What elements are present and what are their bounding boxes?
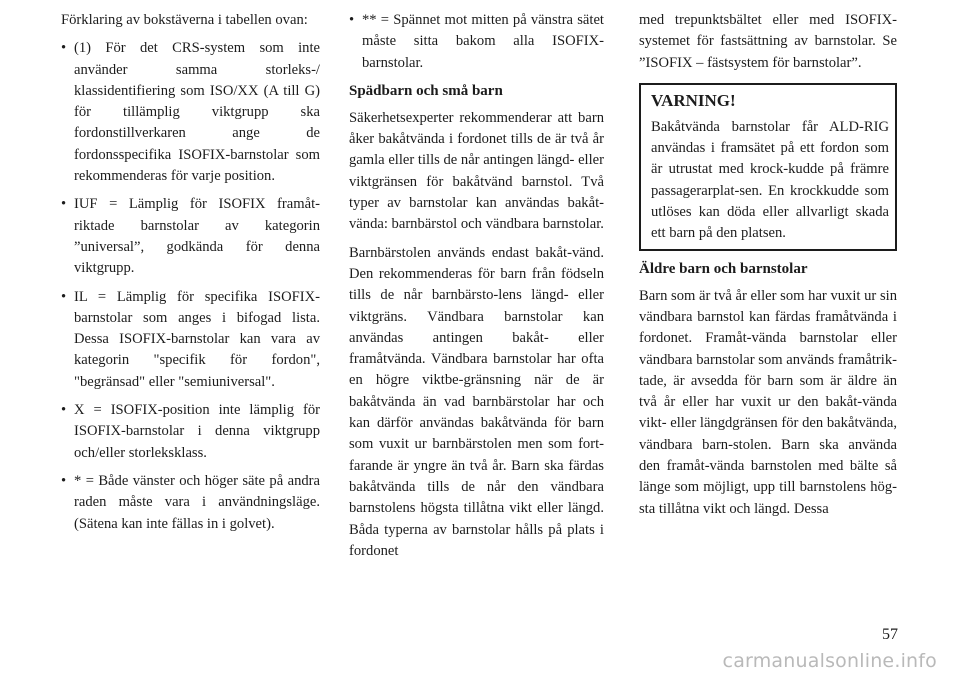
list-item: • IL = Lämplig för specifika ISOFIX-barnstolar som anges i bifogad lista. Dessa ISOFIX-barnstolar kan vara av kategorin "specifik för fordon", "begränsad" eller "semiuniversal". <box>61 287 320 393</box>
list-item: • * = Både vänster och höger säte på andra raden måste vara i användningsläge. (Sätena kan inte fällas in i golvet). <box>61 471 320 535</box>
paragraph: Säkerhetsexperter rekommenderar att barn åker bakåtvända i fordonet tills de är två år gamla eller tills de når antingen längd- eller viktgränsen för bakåtvänd barnstol. Två typer av barnstolar kan användas bakåt-vända: barnbärstol och vändbara barnstolar. <box>349 109 604 233</box>
warning-title: VARNING! <box>651 90 736 110</box>
list-item: • IUF = Lämplig för ISOFIX framåt-riktade barnstolar av kategorin ”universal”, godkända för denna viktgrupp. <box>61 194 320 279</box>
paragraph-continuation: med trepunktsbältet eller med ISOFIX-systemet för fastsättning av barnstolar. Se ”ISOFIX – fästsystem för barnstolar”. <box>639 12 897 71</box>
section-heading-older-children: Äldre barn och barnstolar <box>639 260 808 277</box>
section-heading-infants: Spädbarn och små barn <box>349 82 503 99</box>
list-item: • ** = Spännet mot mitten på vänstra sätet måste sitta bakom alla ISOFIX-barnstolar. <box>349 10 604 74</box>
paragraph: Barn som är två år eller som har vuxit ur sin vändbara barnstol kan färdas framåtvända i fordonet. Framåt-vända barnstolar eller vändbara barnstolar som används framåtrik-tade, är avsedda för barn som är äldre än två år eller har vuxit ur den bakåt-vända vikt- eller längdgränsen för den bakåtvända, vändbara barn-stolen. Barn ska använda den framåt-vända barnstolen med bälte så länge som möjligt, upp till barnstolens hög-sta tillåtna vikt och längd. Dessa <box>639 287 897 517</box>
legend-list <box>61 38 320 535</box>
column-1 <box>61 10 320 542</box>
watermark: carmanualsonline.info <box>722 650 937 672</box>
warning-box <box>639 83 897 251</box>
list-item: • (1) För det CRS-system som inte använder samma storleks-/ klassidentifiering som ISO/XX (A till G) för tillämplig viktgrupp ska fordonstillverkaren ange de fordonsspecifika ISOFIX-barnstolar som rekommenderas för varje position. <box>61 38 320 187</box>
list-item: • X = ISOFIX-position inte lämplig för ISOFIX-barnstolar i denna viktgrupp och/eller storleksklass. <box>61 400 320 464</box>
column-3 <box>639 10 897 527</box>
intro-text: Förklaring av bokstäverna i tabellen ovan: <box>61 12 308 28</box>
column-2 <box>349 10 604 569</box>
paragraph: Barnbärstolen används endast bakåt-vänd. Den rekommenderas för barn från födseln tills de når barnbärsto-lens längd- eller viktgräns. Vändbara barnstolar kan användas antingen bakåt- eller framåtvända. Vändbara barnstolar har ofta en högre viktbe-gränsning när de är bakåtvända än vad barnbärstolar har och kan därför användas bakåtvända för barn som vuxit ur barnbärstolen men som fort-farande är yngre än två år. Barn ska färdas bakåtvända tills de når den vändbara barnstolens högsta tillåtna vikt eller längd. Båda typerna av barnstolar hålls på plats i fordonet <box>349 244 604 559</box>
legend-list-continued <box>349 10 604 74</box>
page-number: 57 <box>882 626 898 643</box>
warning-text: Bakåtvända barnstolar får ALD-RIG användas i framsätet på ett fordon som är utrustat med krock-kudde på främre passagerarplat-sen. En krockkudde som utlöses kan döda eller allvarligt skada ett barn på den platsen. <box>651 118 889 242</box>
